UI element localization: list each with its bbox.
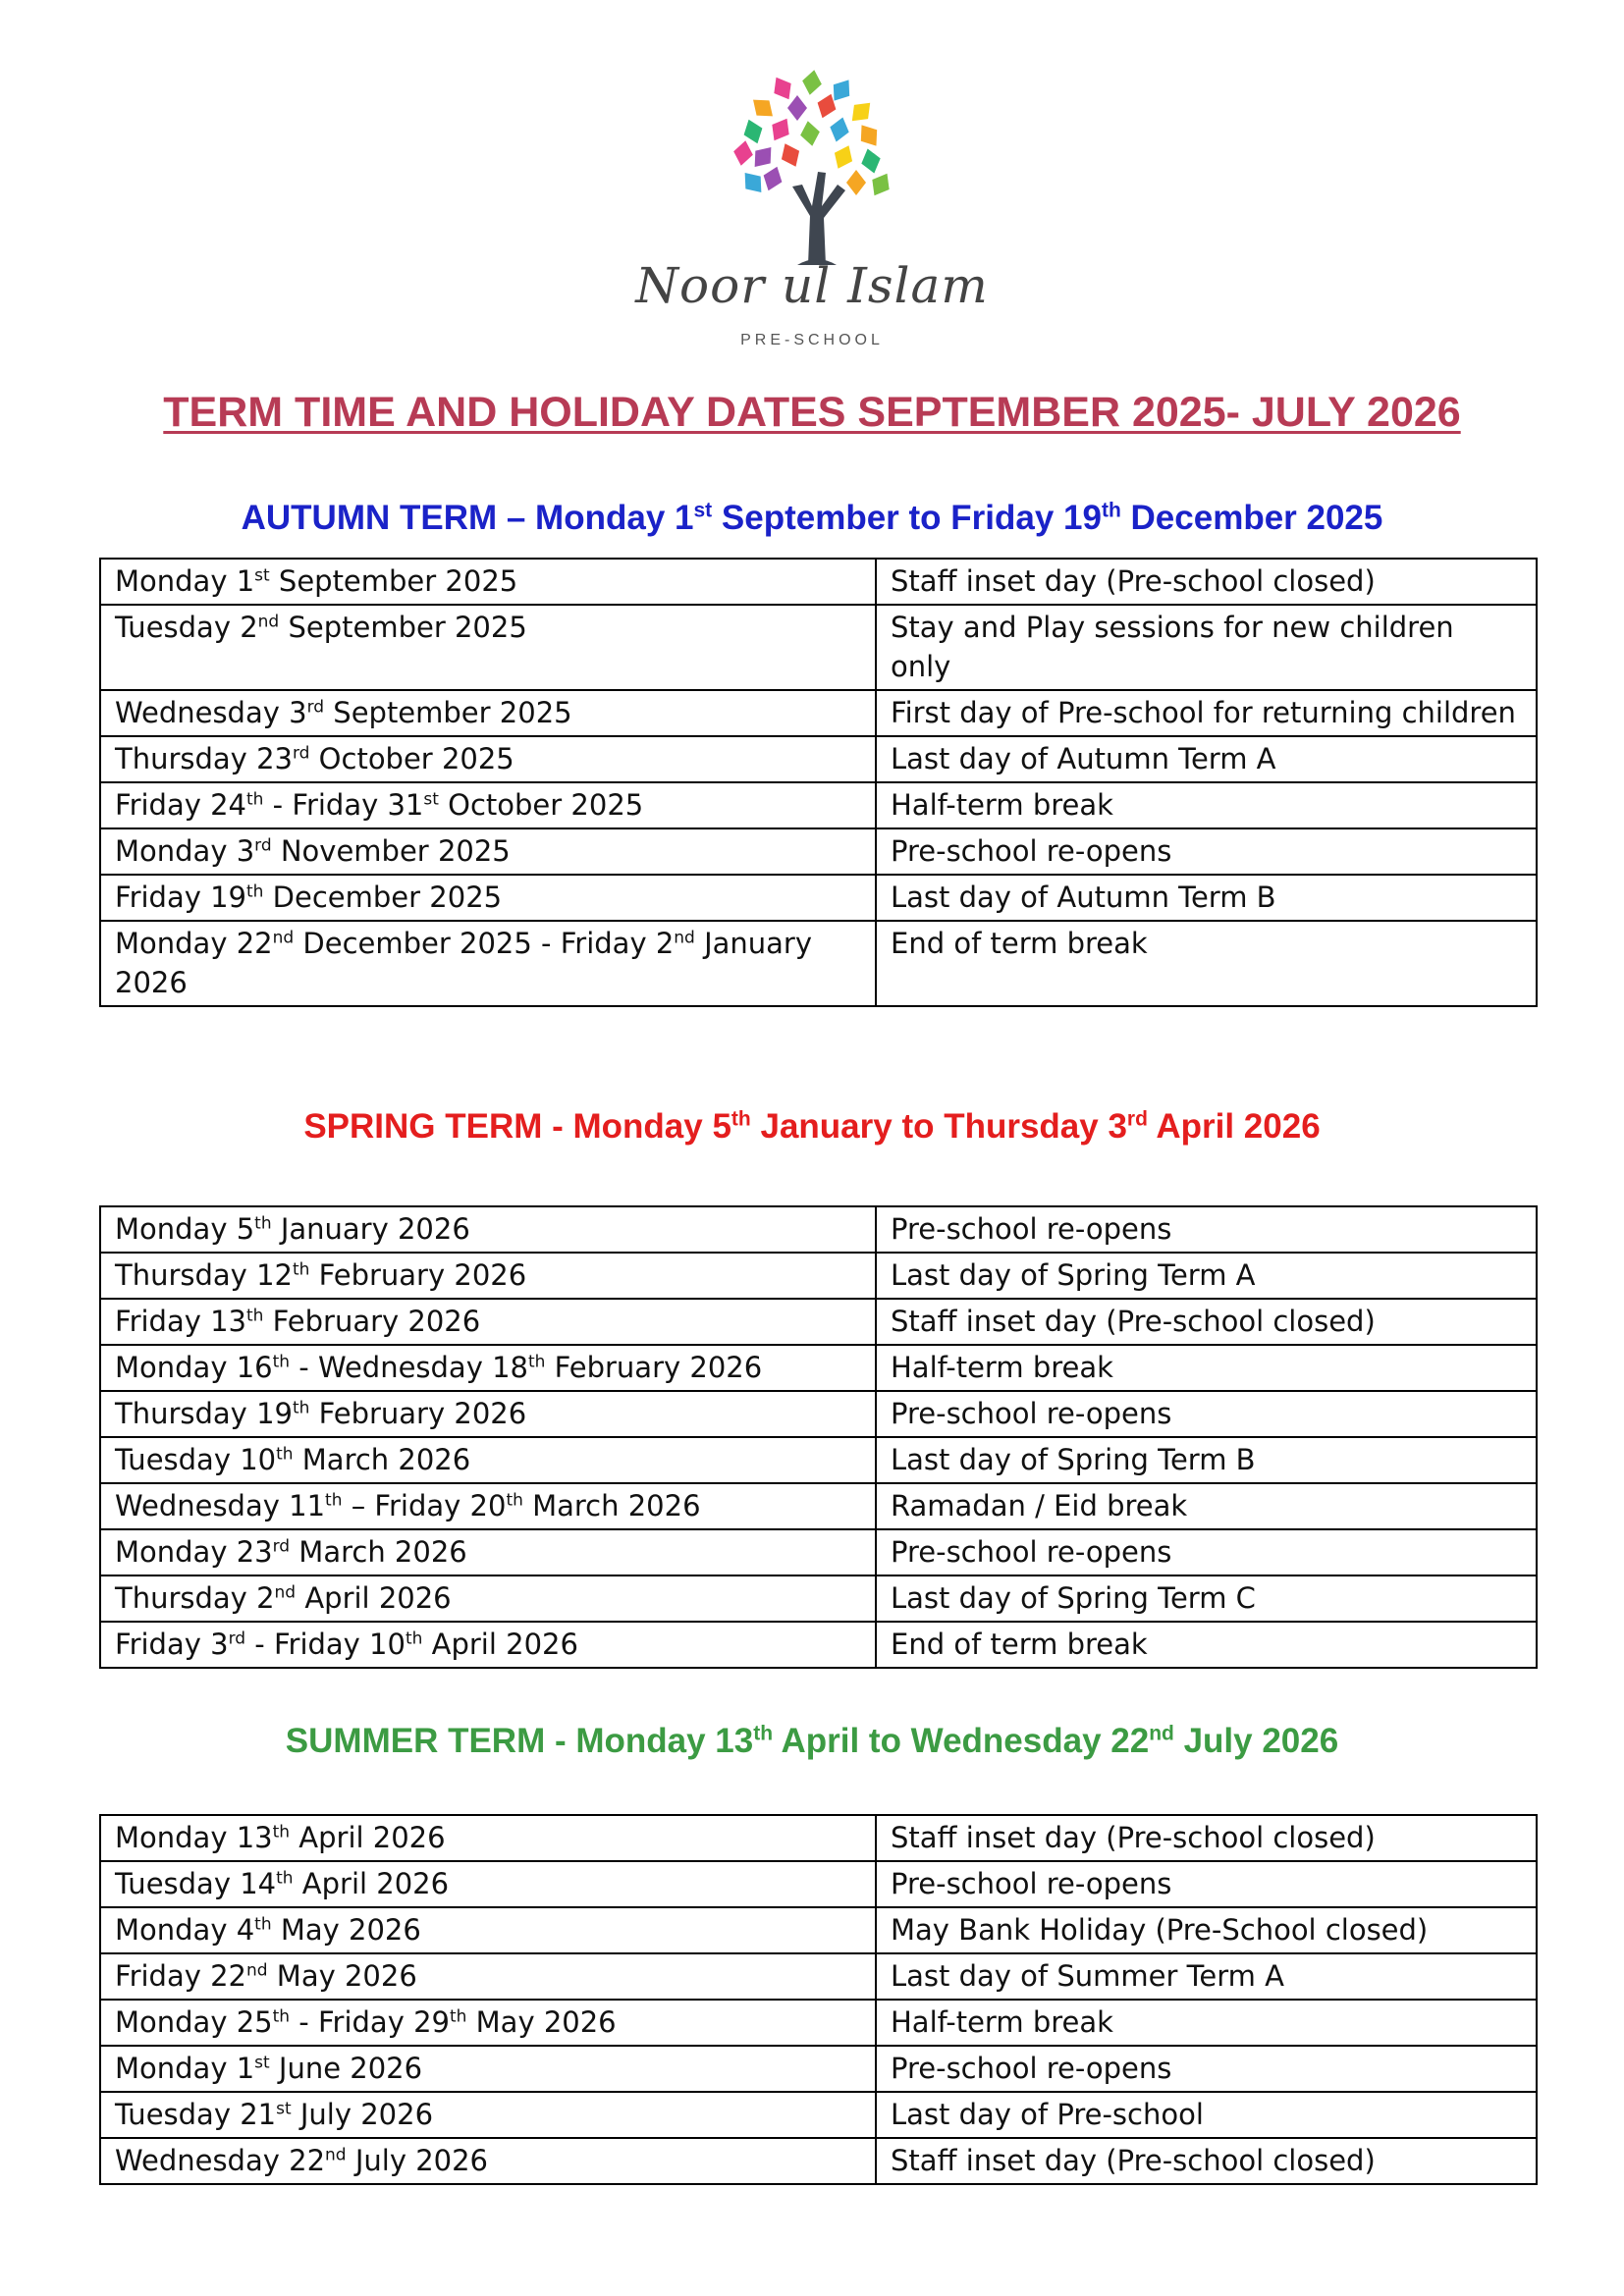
leaf-shape — [739, 116, 767, 146]
autumn-term-heading: AUTUMN TERM – Monday 1st September to Friday 19th December 2025 — [241, 499, 1383, 537]
table-row — [100, 1253, 1537, 1299]
date-cell: Thursday 19th February 2026 — [100, 1391, 876, 1437]
date-cell: Thursday 23rd October 2025 — [100, 736, 876, 782]
event-cell: Staff inset day (Pre-school closed) — [876, 1299, 1537, 1345]
leaf-shape — [737, 167, 769, 199]
leaf-shape — [787, 95, 807, 121]
event-cell: May Bank Holiday (Pre-School closed) — [876, 1907, 1537, 1953]
date-cell: Thursday 12th February 2026 — [100, 1253, 876, 1299]
event-cell: Staff inset day (Pre-school closed) — [876, 559, 1537, 605]
date-cell: Monday 1st September 2025 — [100, 559, 876, 605]
date-cell: Tuesday 14th April 2026 — [100, 1861, 876, 1907]
table-row — [100, 1861, 1537, 1907]
event-cell: End of term break — [876, 1622, 1537, 1668]
table-row — [100, 875, 1537, 921]
leaf-shape — [866, 169, 895, 201]
table-row — [100, 2092, 1537, 2138]
event-cell: Last day of Autumn Term B — [876, 875, 1537, 921]
table-row — [100, 1907, 1537, 1953]
event-cell: Last day of Spring Term A — [876, 1253, 1537, 1299]
autumn-term-table — [99, 558, 1538, 1007]
event-cell: Pre-school re-opens — [876, 2046, 1537, 2092]
event-cell: Stay and Play sessions for new children only — [876, 605, 1537, 690]
table-row — [100, 1299, 1537, 1345]
event-cell: Ramadan / Eid break — [876, 1483, 1537, 1529]
leaf-shape — [853, 120, 884, 152]
summer-term-table — [99, 1814, 1538, 2185]
event-cell: Pre-school re-opens — [876, 1529, 1537, 1575]
event-cell: Pre-school re-opens — [876, 1206, 1537, 1253]
table-row — [100, 828, 1537, 875]
date-cell: Monday 4th May 2026 — [100, 1907, 876, 1953]
leaf-shape — [731, 138, 755, 167]
table-row — [100, 1575, 1537, 1622]
event-cell: End of term break — [876, 921, 1537, 1006]
table-row — [100, 2046, 1537, 2092]
page-title: TERM TIME AND HOLIDAY DATES SEPTEMBER 2025- JULY 2026 — [163, 389, 1461, 436]
leaf-shape — [747, 92, 780, 124]
date-cell: Wednesday 22nd July 2026 — [100, 2138, 876, 2184]
event-cell: Pre-school re-opens — [876, 1861, 1537, 1907]
spring-term-table — [99, 1205, 1538, 1669]
date-cell: Friday 22nd May 2026 — [100, 1953, 876, 2000]
event-cell: Staff inset day (Pre-school closed) — [876, 2138, 1537, 2184]
table-row — [100, 2138, 1537, 2184]
leaf-shape — [829, 141, 857, 173]
leaf-shape — [768, 73, 797, 105]
date-cell: Friday 24th - Friday 31st October 2025 — [100, 782, 876, 828]
date-cell: Monday 16th - Wednesday 18th February 2026 — [100, 1345, 876, 1391]
table-row — [100, 1345, 1537, 1391]
date-cell: Tuesday 2nd September 2025 — [100, 605, 876, 690]
date-cell: Friday 13th February 2026 — [100, 1299, 876, 1345]
date-cell: Monday 1st June 2026 — [100, 2046, 876, 2092]
event-cell: Last day of Autumn Term A — [876, 736, 1537, 782]
date-cell: Friday 19th December 2025 — [100, 875, 876, 921]
leaf-shape — [798, 119, 822, 147]
date-cell: Wednesday 11th – Friday 20th March 2026 — [100, 1483, 876, 1529]
tree-logo-icon — [616, 69, 1008, 265]
table-row — [100, 736, 1537, 782]
table-row — [100, 1483, 1537, 1529]
leaf-shape — [846, 170, 866, 195]
date-cell: Monday 13th April 2026 — [100, 1815, 876, 1861]
table-row — [100, 1953, 1537, 2000]
table-row — [100, 605, 1537, 690]
date-cell: Monday 5th January 2026 — [100, 1206, 876, 1253]
table-row — [100, 1529, 1537, 1575]
date-cell: Friday 3rd - Friday 10th April 2026 — [100, 1622, 876, 1668]
table-row — [100, 1391, 1537, 1437]
event-cell: Half-term break — [876, 782, 1537, 828]
event-cell: Last day of Pre-school — [876, 2092, 1537, 2138]
event-cell: Pre-school re-opens — [876, 828, 1537, 875]
leaf-shape — [858, 146, 884, 176]
school-logo — [616, 69, 1008, 358]
table-row — [100, 690, 1537, 736]
school-tagline: PRE-SCHOOL — [740, 332, 884, 348]
date-cell: Tuesday 21st July 2026 — [100, 2092, 876, 2138]
event-cell: Last day of Spring Term C — [876, 1575, 1537, 1622]
event-cell: Last day of Spring Term B — [876, 1437, 1537, 1483]
date-cell: Wednesday 3rd September 2025 — [100, 690, 876, 736]
table-row — [100, 1622, 1537, 1668]
table-row — [100, 1437, 1537, 1483]
leaf-shape — [800, 69, 824, 97]
date-cell: Monday 23rd March 2026 — [100, 1529, 876, 1575]
date-cell: Monday 22nd December 2025 - Friday 2nd January 2026 — [100, 921, 876, 1006]
table-row — [100, 1206, 1537, 1253]
leaf-shape — [776, 139, 804, 171]
date-cell: Thursday 2nd April 2026 — [100, 1575, 876, 1622]
table-row — [100, 921, 1537, 1006]
summer-term-heading: SUMMER TERM - Monday 13th April to Wednesday 22nd July 2026 — [285, 1722, 1339, 1760]
date-cell: Tuesday 10th March 2026 — [100, 1437, 876, 1483]
leaf-shape — [766, 114, 795, 146]
leaf-shape — [827, 115, 852, 144]
event-cell: Half-term break — [876, 2000, 1537, 2046]
date-cell: Monday 25th - Friday 29th May 2026 — [100, 2000, 876, 2046]
leaf-shape — [759, 163, 786, 193]
event-cell: Half-term break — [876, 1345, 1537, 1391]
event-cell: Pre-school re-opens — [876, 1391, 1537, 1437]
table-row — [100, 2000, 1537, 2046]
event-cell: Staff inset day (Pre-school closed) — [876, 1815, 1537, 1861]
table-row — [100, 559, 1537, 605]
spring-term-heading: SPRING TERM - Monday 5th January to Thursday 3rd April 2026 — [303, 1107, 1321, 1146]
table-row — [100, 782, 1537, 828]
event-cell: First day of Pre-school for returning children — [876, 690, 1537, 736]
date-cell: Monday 3rd November 2025 — [100, 828, 876, 875]
event-cell: Last day of Summer Term A — [876, 1953, 1537, 2000]
school-name: Noor ul Islam — [635, 257, 989, 314]
leaf-shape — [747, 141, 779, 174]
table-row — [100, 1815, 1537, 1861]
leaf-shape — [845, 96, 878, 129]
